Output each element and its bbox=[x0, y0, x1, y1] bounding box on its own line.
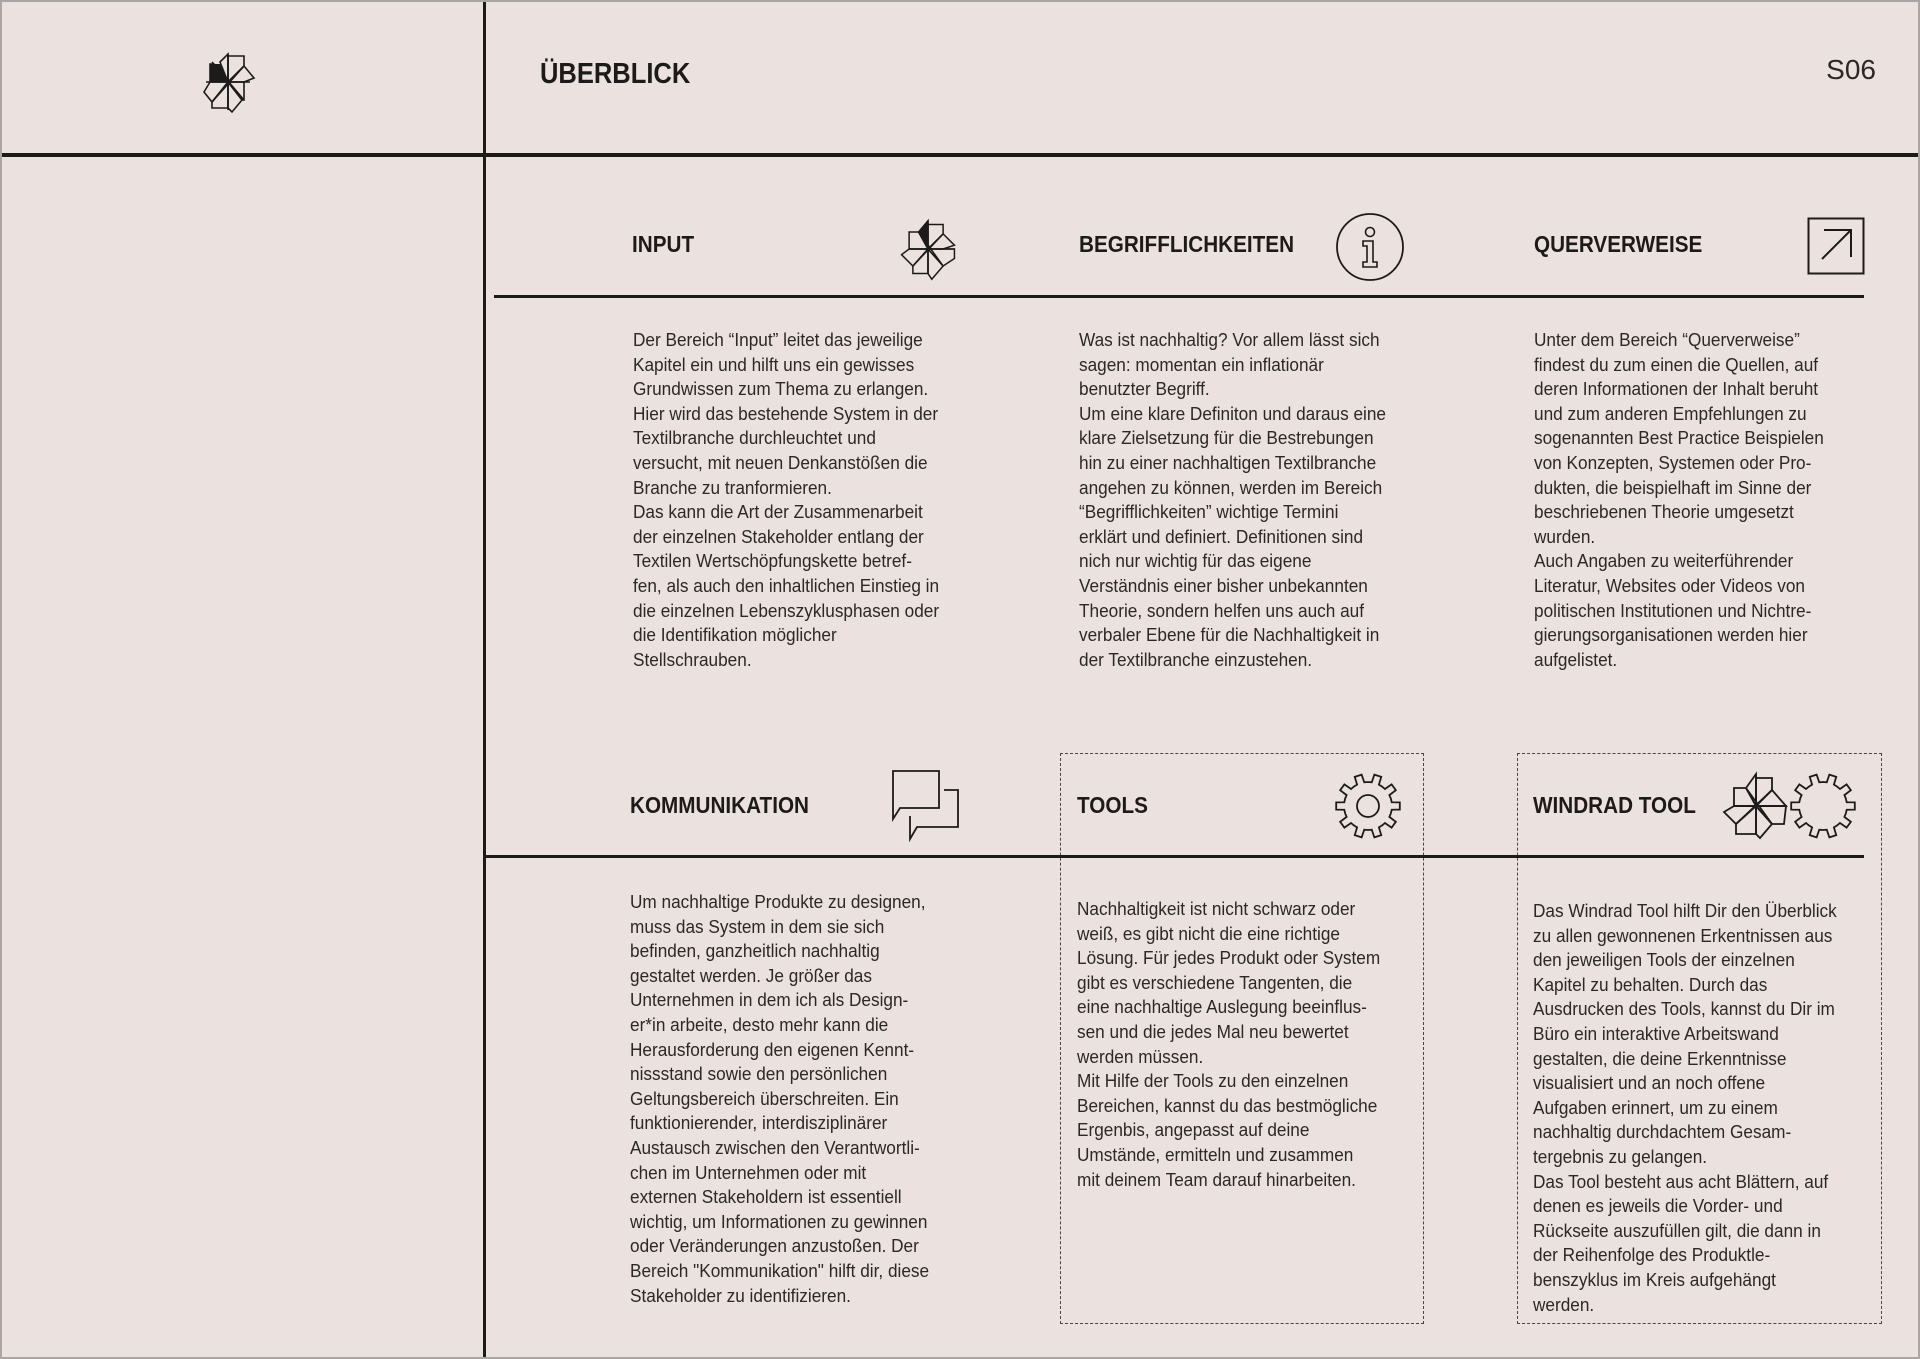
header-divider bbox=[2, 153, 1918, 157]
section-title-kommunikation: KOMMUNIKATION bbox=[630, 792, 810, 818]
section-text-windrad-tool: Das Windrad Tool hilft Dir den Überblick zu allen gewonnenen Erkentnissen aus den jeweiligen Tools der einzelnen Kapitel zu behalten. Durch das Ausdrucken des Tools, kannst du Dir im Büro ein interaktive Arbeitswand gestalten, die deine Erkenntnisse visualisiert und an noch offene Aufgaben erinnert, um zu einem nachhaltig durchdachtem Gesam- tergebnis zu gelangen. Das Tool besteht aus acht Blättern, auf denen es jeweils die Vorder- und Rückseite auszufüllen gilt, die dann in der Reihenfolge des Produktle- benszyklus im Kreis aufgehängt werden. bbox=[1533, 900, 1837, 1315]
section-text-querverweise: Unter dem Bereich “Querverweise” findest du zum einen die Quellen, auf deren Informationen der Inhalt beruht und zum anderen Empfehlungen zu sogenannten Best Practice Beispielen von Konzepten, Systemen oder Pro- dukten, die beispielhaft im Sinne der beschriebenen Theorie umgesetzt wurden. Auch Angaben zu weiterführender Literatur, Websites oder Videos von politischen Institutionen und Nichtre- gierungsorganisationen werden hier aufgelistet. bbox=[1534, 329, 1824, 670]
page-title: ÜBERBLICK bbox=[540, 58, 691, 90]
row2-rule bbox=[485, 855, 1864, 858]
windrad-icon bbox=[1720, 770, 1792, 842]
windrad-icon bbox=[894, 214, 962, 284]
section-text-begrifflichkeiten: Was ist nachhaltig? Vor allem lässt sich sagen: momentan ein inflationär benutzter Begriff. Um eine klare Definiton und daraus eine klare Zielsetzung für die Bestrebungen hin zu einer nachhaltigen Textilbranche angehen zu können, werden im Bereich “Begrifflichkeiten” wichtige Termini erklärt und definiert. Definitionen sind nich nur wichtig für das eigene Verständnis einer bisher unbekannten Theorie, sondern helfen uns auch auf verbaler Ebene für die Nachhaltigkeit in der Textilbranche einzustehen. bbox=[1079, 329, 1387, 670]
row1-rule bbox=[494, 295, 1864, 298]
section-title-querverweise: QUERVERWEISE bbox=[1534, 231, 1703, 257]
info-icon bbox=[1335, 212, 1405, 282]
page-number: S06 bbox=[1826, 54, 1876, 85]
external-link-icon bbox=[1807, 217, 1865, 275]
section-text-tools: Nachhaltigkeit ist nicht schwarz oder weiß, es gibt nicht die eine richtige Lösung. Für jedes Produkt oder System gibt es verschiedene Tangenten, die eine nachhaltige Auslegung beeinflus- sen und die jedes Mal neu bewertet werden müssen. Mit Hilfe der Tools zu den einzelnen Bereichen, kannst du das bestmögliche Ergenbis, angepasst auf deine Umstände, ermitteln und zusammen mit deinem Team darauf hinarbeiten. bbox=[1077, 898, 1381, 1190]
section-title-tools: TOOLS bbox=[1077, 792, 1148, 818]
chat-bubbles-icon bbox=[890, 769, 960, 843]
section-title-windrad-tool: WINDRAD TOOL bbox=[1533, 792, 1696, 818]
windrad-icon bbox=[192, 46, 264, 118]
section-title-input: INPUT bbox=[632, 231, 695, 257]
vertical-divider bbox=[483, 2, 486, 1357]
section-text-input: Der Bereich “Input” leitet das jeweilige Kapitel ein und hilft uns ein gewisses Grundwissen zum Thema zu erlangen. Hier wird das bestehende System in der Textilbranche durchleuchtet und versucht, mit neuen Denkanstößen die Branche zu tranformieren. Das kann die Art der Zusammenarbeit der einzelnen Stakeholder entlang der Textilen Wertschöpfungskette betref- fen, als auch den inhaltlichen Einstieg in die einzelnen Lebenszyklusphasen oder die Identifikation möglicher Stellschrauben. bbox=[633, 329, 940, 670]
gear-icon bbox=[1332, 770, 1404, 842]
section-text-kommunikation: Um nachhaltige Produkte zu designen, muss das System in dem sie sich befinden, ganzheitlich nachhaltig gestaltet werden. Je größer das Unternehmen in dem ich als Design- er*in arbeite, desto mehr kann die Herausforderung den eigenen Kennt- nissstand sowie den persönlichen Geltungsbereich überschreiten. Ein funktionierender, interdisziplinärer Austausch zwischen den Verantwortli- chen im Unternehmen oder mit externen Stakeholdern ist essentiell wichtig, um Informationen zu gewinnen oder Veränderungen anzustoßen. Der Bereich "Kommunikation" hilft dir, diese Stakeholder zu identifizieren. bbox=[630, 891, 930, 1306]
section-title-begrifflichkeiten: BEGRIFFLICHKEITEN bbox=[1079, 231, 1295, 257]
gear-icon bbox=[1787, 770, 1859, 842]
